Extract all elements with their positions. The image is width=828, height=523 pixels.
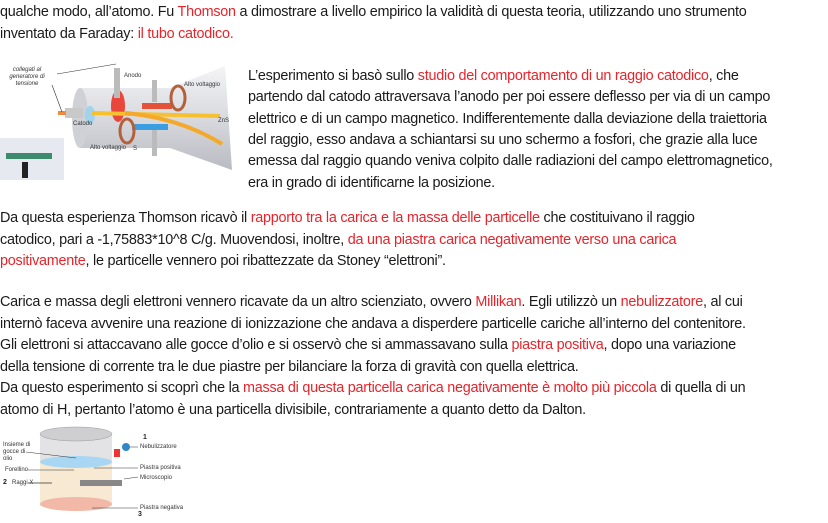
- highlighted-text: piastra positiva: [511, 337, 604, 354]
- paragraph-millikan-line: [0, 400, 586, 420]
- number-2: 2: [3, 479, 7, 486]
- label-xray: Raggi X: [12, 480, 34, 486]
- text-segment: Gli elettroni si attaccavano alle gocce d’olio e si osservò che si ammassavano sulla: [0, 337, 512, 354]
- label-nebulizer: Nebulizzatore: [140, 444, 177, 450]
- highlighted-text: da una piastra carica negativamente verso una carica: [347, 231, 677, 248]
- text-segment: inventato da Faraday:: [0, 25, 138, 42]
- paragraph-thomson-ratio-line: [0, 251, 446, 271]
- text-segment: , al cui: [702, 294, 743, 310]
- text-segment: Da questo esperimento si scoprì che la: [0, 380, 244, 397]
- label-s: S: [133, 146, 138, 152]
- paragraph-experiment-line: [248, 151, 773, 171]
- label-microscope: Microscopio: [140, 475, 173, 481]
- cathode-ray-tube-figure: [0, 58, 240, 188]
- text-segment: era in grado di identificarne la posizione.: [248, 174, 495, 191]
- number-3: 3: [138, 511, 142, 518]
- text-segment: che costituivano il raggio: [539, 210, 695, 226]
- paragraph-experiment-line: [248, 109, 767, 129]
- number-1: 1: [143, 434, 147, 441]
- highlighted-text: nebulizzatore: [620, 294, 703, 310]
- text-segment: catodico, pari a -1,75883*10^8 C/g. Muovendosi, inoltre,: [0, 231, 348, 248]
- label-positive-plate: Piastra positiva: [140, 465, 181, 471]
- label-screen: ZnS: [218, 118, 230, 124]
- paragraph-intro-line: [0, 2, 747, 22]
- text-segment: a dimostrare a livello empirico la validità di questa teoria, utilizzando uno strumento: [235, 4, 747, 20]
- text-segment: , dopo una variazione: [603, 337, 736, 354]
- highlighted-text: Millikan: [475, 294, 522, 310]
- label-high-voltage-bottom: Alto voltaggio: [90, 145, 127, 151]
- paragraph-thomson-ratio-line: [0, 208, 695, 228]
- millikan-apparatus-figure: [0, 422, 200, 518]
- text-segment: , che: [708, 68, 739, 84]
- paragraph-millikan-line: [0, 378, 745, 398]
- text-segment: internò faceva avvenire una reazione di ionizzazione che andava a disperdere particelle cariche all’interno del contenitore.: [0, 315, 746, 332]
- text-segment: . Egli utilizzò un: [521, 294, 621, 310]
- label-generator: collegati al generatore di tensione: [9, 67, 45, 87]
- text-segment: , le particelle vennero poi ribattezzate da Stoney “elettroni”.: [85, 253, 446, 269]
- paragraph-experiment-line: [248, 173, 495, 193]
- label-hole: Forellino: [5, 467, 29, 473]
- text-segment: qualche modo, all’atomo. Fu: [0, 4, 178, 20]
- paragraph-intro-line: [0, 24, 233, 44]
- paragraph-millikan-line: [0, 357, 578, 377]
- paragraph-thomson-ratio-line: [0, 230, 676, 250]
- label-oil-drops: Insieme di gocce di olio: [3, 442, 31, 462]
- text-segment: L’esperimento si basò sullo: [248, 68, 418, 84]
- paragraph-experiment-line: [248, 130, 757, 150]
- paragraph-millikan-line: [0, 335, 736, 355]
- highlighted-text: il tubo catodico.: [137, 25, 234, 42]
- highlighted-text: studio del comportamento di un raggio catodico: [417, 68, 709, 84]
- text-segment: del raggio, esso andava a schiantarsi su uno schermo a fosfori, che grazie alla luce: [248, 131, 758, 148]
- paragraph-millikan-line: [0, 314, 746, 334]
- text-segment: atomo di H, pertanto l’atomo è una particella divisibile, contrariamente a quanto detto da Dalton.: [0, 402, 586, 418]
- text-segment: Da questa esperienza Thomson ricavò il: [0, 210, 251, 226]
- text-segment: partendo dal catodo attraversava l’anodo per poi essere deflesso per via di un campo: [248, 89, 771, 106]
- text-segment: emessa dal raggio quando veniva colpito dalle radiazioni del campo elettromagnetico,: [248, 153, 773, 170]
- label-anode: Anodo: [124, 73, 142, 79]
- label-negative-plate: Piastra negativa: [140, 505, 184, 511]
- paragraph-experiment-line: [248, 87, 770, 107]
- text-segment: Carica e massa degli elettroni vennero ricavate da un altro scienziato, ovvero: [0, 294, 476, 310]
- paragraph-millikan-line: [0, 292, 743, 312]
- highlighted-text: Thomson: [177, 4, 236, 20]
- highlighted-text: massa di questa particella carica negativamente è molto più piccola: [243, 380, 657, 397]
- text-segment: della tensione di corrente tra le due piastre per bilanciare la forza di gravità con quella elettrica.: [0, 358, 579, 375]
- label-cathode: Catodo: [73, 121, 93, 127]
- text-segment: elettrico e di un campo magnetico. Indifferentemente dalla deviazione della traiettoria: [248, 110, 767, 127]
- highlighted-text: positivamente: [0, 253, 86, 269]
- label-high-voltage-top: Alto voltaggio: [184, 82, 221, 88]
- text-segment: di quella di un: [656, 380, 746, 397]
- highlighted-text: rapporto tra la carica e la massa delle particelle: [250, 210, 540, 226]
- paragraph-experiment-line: [248, 66, 739, 86]
